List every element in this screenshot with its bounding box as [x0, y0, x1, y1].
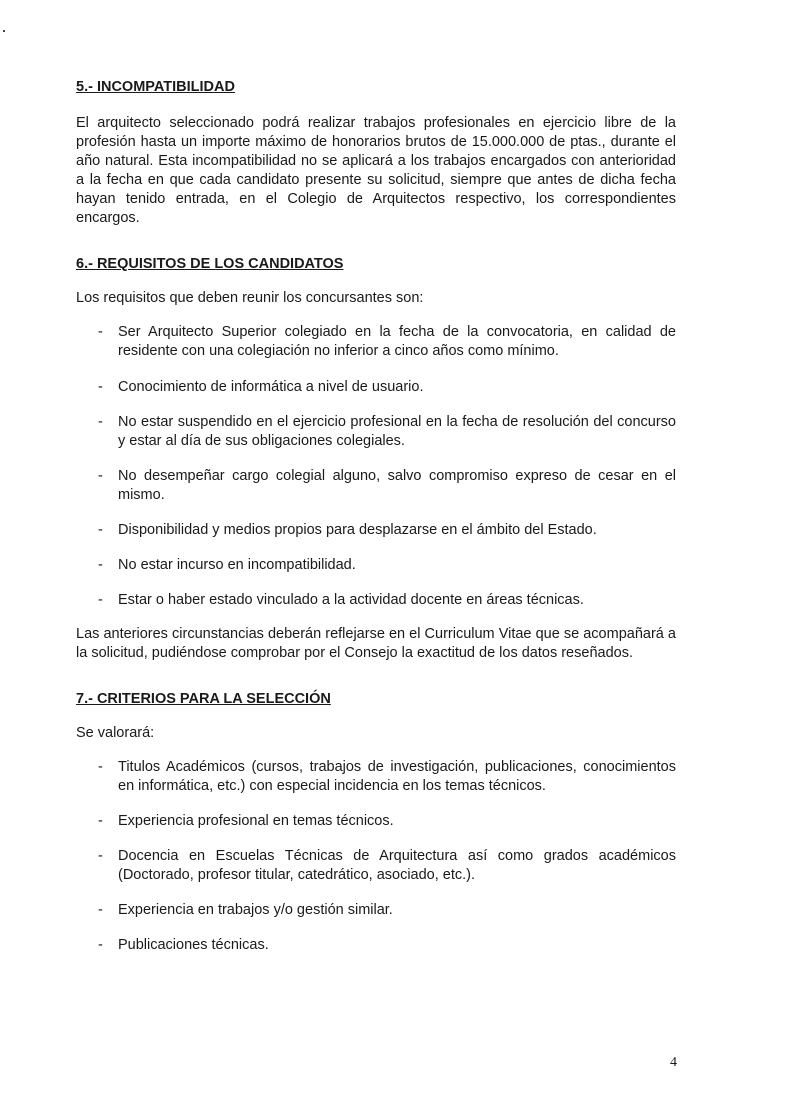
list-item-text: No estar incurso en incompatibilidad.	[118, 557, 356, 573]
section-heading: 7.- CRITERIOS PARA LA SELECCIÓN	[76, 691, 331, 707]
list-item	[76, 936, 676, 955]
list-item-text: Estar o haber estado vinculado a la actividad docente en áreas técnicas.	[118, 592, 584, 608]
document-body	[76, 78, 676, 955]
list-item	[76, 812, 676, 831]
list-item	[76, 847, 676, 885]
list-item-text: Publicaciones técnicas.	[118, 937, 269, 953]
list-item	[76, 323, 676, 361]
list-item	[76, 467, 676, 505]
section-incompatibilidad	[76, 78, 676, 228]
list-item	[76, 758, 676, 796]
list-item-text: Titulos Académicos (cursos, trabajos de investigación, publicaciones, conocimientos en informática, etc.) con especial incidencia en los temas técnicos.	[118, 759, 676, 794]
bullet-dash: -	[98, 468, 103, 484]
section-heading: 5.- INCOMPATIBILIDAD	[76, 79, 235, 95]
bullet-dash: -	[98, 414, 103, 430]
section-requisitos	[76, 255, 676, 663]
bullet-dash: -	[98, 592, 103, 608]
page-number: 4	[670, 1055, 677, 1070]
scan-speck	[3, 30, 5, 32]
list-item-text: Disponibilidad y medios propios para desplazarse en el ámbito del Estado.	[118, 522, 597, 538]
bullet-dash: -	[98, 902, 103, 918]
section-criterios	[76, 690, 676, 955]
list-item	[76, 591, 676, 610]
bullet-dash: -	[98, 759, 103, 775]
list-item-text: Experiencia en trabajos y/o gestión similar.	[118, 902, 393, 918]
list-item	[76, 521, 676, 540]
section-paragraph: El arquitecto seleccionado podrá realizar trabajos profesionales en ejercicio libre de la profesión hasta un importe máximo de honorarios brutos de 15.000.000 de ptas., durante el año natural. Esta incompatibilidad no se aplicará a los trabajos encargados con anterioridad a la fecha en que cada candidato presente su solicitud, siempre que antes de dicha fecha hayan tenido entrada, en el Colegio de Arquitectos respectivo, los correspondientes encargos.	[76, 115, 676, 226]
list-item-text: Docencia en Escuelas Técnicas de Arquitectura así como grados académicos (Doctorado, profesor titular, catedrático, asociado, etc.).	[118, 848, 676, 883]
list-item-text: Experiencia profesional en temas técnicos.	[118, 813, 394, 829]
section-intro: Los requisitos que deben reunir los concursantes son:	[76, 290, 424, 306]
list-item	[76, 901, 676, 920]
list-item	[76, 413, 676, 451]
section-closing: Las anteriores circunstancias deberán reflejarse en el Curriculum Vitae que se acompañará a la solicitud, pudiéndose comprobar por el Consejo la exactitud de los datos reseñados.	[76, 626, 676, 661]
bullet-dash: -	[98, 848, 103, 864]
bullet-dash: -	[98, 324, 103, 340]
bullet-dash: -	[98, 557, 103, 573]
bullet-dash: -	[98, 379, 103, 395]
bullet-dash: -	[98, 813, 103, 829]
list-item-text: No estar suspendido en el ejercicio profesional en la fecha de resolución del concurso y estar al día de sus obligaciones colegiales.	[118, 414, 676, 449]
section-intro: Se valorará:	[76, 725, 155, 741]
section-heading: 6.- REQUISITOS DE LOS CANDIDATOS	[76, 256, 344, 272]
list-item	[76, 556, 676, 575]
list-item-text: No desempeñar cargo colegial alguno, salvo compromiso expreso de cesar en el mismo.	[118, 468, 676, 503]
bullet-dash: -	[98, 522, 103, 538]
bullet-dash: -	[98, 937, 103, 953]
list-item-text: Ser Arquitecto Superior colegiado en la fecha de la convocatoria, en calidad de residente con una colegiación no inferior a cinco años como mínimo.	[118, 324, 676, 359]
list-item	[76, 378, 676, 397]
criteria-list	[76, 758, 676, 955]
requirements-list	[76, 323, 676, 610]
list-item-text: Conocimiento de informática a nivel de usuario.	[118, 379, 424, 395]
